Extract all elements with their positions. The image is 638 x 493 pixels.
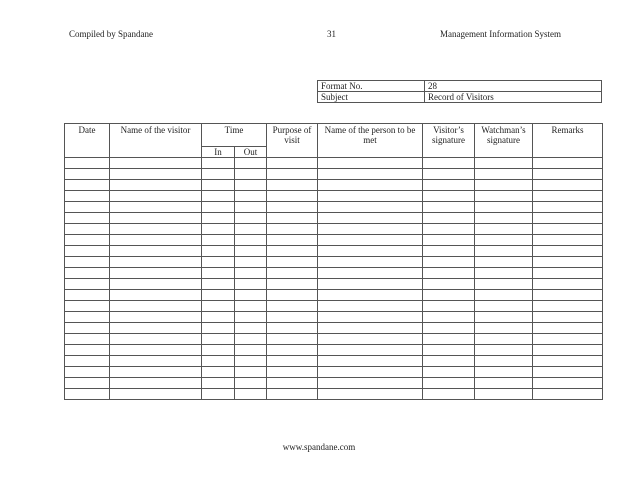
table-cell — [202, 312, 235, 323]
table-cell — [475, 345, 533, 356]
table-cell — [202, 202, 235, 213]
table-cell — [110, 246, 202, 257]
table-cell — [202, 257, 235, 268]
col-person-met: Name of the person to be met — [318, 124, 423, 158]
table-cell — [475, 290, 533, 301]
table-cell — [533, 301, 603, 312]
table-cell — [202, 224, 235, 235]
table-cell — [235, 158, 267, 169]
table-cell — [65, 235, 110, 246]
table-cell — [267, 257, 318, 268]
table-cell — [318, 224, 423, 235]
table-cell — [202, 389, 235, 400]
table-cell — [110, 279, 202, 290]
table-cell — [475, 389, 533, 400]
table-cell — [235, 202, 267, 213]
table-cell — [110, 180, 202, 191]
table-cell — [202, 191, 235, 202]
table-cell — [110, 367, 202, 378]
table-cell — [235, 345, 267, 356]
table-cell — [110, 323, 202, 334]
table-cell — [318, 235, 423, 246]
table-cell — [267, 279, 318, 290]
table-cell — [235, 213, 267, 224]
table-cell — [423, 345, 475, 356]
table-cell — [65, 312, 110, 323]
table-cell — [318, 345, 423, 356]
table-cell — [533, 213, 603, 224]
table-cell — [475, 191, 533, 202]
table-cell — [110, 169, 202, 180]
table-cell — [110, 356, 202, 367]
table-cell — [235, 268, 267, 279]
table-cell — [267, 367, 318, 378]
table-cell — [423, 334, 475, 345]
table-cell — [267, 290, 318, 301]
table-cell — [235, 279, 267, 290]
table-row — [65, 378, 603, 389]
table-cell — [423, 312, 475, 323]
table-cell — [475, 268, 533, 279]
table-cell — [202, 290, 235, 301]
col-purpose: Purpose of visit — [267, 124, 318, 158]
table-cell — [318, 301, 423, 312]
table-cell — [318, 213, 423, 224]
table-cell — [533, 169, 603, 180]
table-row — [65, 268, 603, 279]
table-cell — [318, 334, 423, 345]
table-cell — [65, 323, 110, 334]
table-cell — [235, 257, 267, 268]
table-row — [65, 367, 603, 378]
table-cell — [235, 290, 267, 301]
table-row — [65, 213, 603, 224]
table-cell — [423, 169, 475, 180]
page-number: 31 — [327, 29, 336, 39]
table-cell — [423, 158, 475, 169]
format-row — [318, 81, 602, 92]
table-row — [65, 389, 603, 400]
table-cell — [533, 202, 603, 213]
table-row — [65, 290, 603, 301]
table-cell — [533, 246, 603, 257]
table-row — [65, 158, 603, 169]
table-cell — [65, 279, 110, 290]
table-cell — [423, 290, 475, 301]
col-visitor-signature: Visitor’s signature — [423, 124, 475, 158]
subject-label: Subject — [318, 92, 425, 103]
table-cell — [423, 224, 475, 235]
subject-row — [318, 92, 602, 103]
table-cell — [318, 246, 423, 257]
format-no-label: Format No. — [318, 81, 425, 92]
table-cell — [65, 213, 110, 224]
table-cell — [110, 312, 202, 323]
table-cell — [202, 213, 235, 224]
table-cell — [318, 356, 423, 367]
table-cell — [65, 301, 110, 312]
table-cell — [423, 257, 475, 268]
table-cell — [65, 224, 110, 235]
table-cell — [318, 290, 423, 301]
table-cell — [65, 191, 110, 202]
table-cell — [202, 279, 235, 290]
table-row — [65, 202, 603, 213]
table-cell — [110, 290, 202, 301]
visitors-table — [64, 123, 603, 400]
table-cell — [202, 158, 235, 169]
table-row — [65, 257, 603, 268]
header-row — [65, 124, 603, 147]
table-cell — [318, 257, 423, 268]
table-cell — [110, 257, 202, 268]
table-cell — [533, 356, 603, 367]
table-cell — [110, 301, 202, 312]
table-cell — [423, 389, 475, 400]
table-cell — [533, 290, 603, 301]
table-cell — [65, 367, 110, 378]
table-cell — [235, 235, 267, 246]
table-cell — [65, 169, 110, 180]
table-cell — [318, 367, 423, 378]
table-cell — [318, 180, 423, 191]
table-cell — [475, 235, 533, 246]
table-cell — [533, 334, 603, 345]
col-date: Date — [65, 124, 110, 158]
table-cell — [110, 378, 202, 389]
table-cell — [202, 180, 235, 191]
table-row — [65, 191, 603, 202]
table-cell — [318, 312, 423, 323]
table-cell — [423, 356, 475, 367]
subject-value: Record of Visitors — [425, 92, 602, 103]
table-row — [65, 356, 603, 367]
table-cell — [318, 378, 423, 389]
table-cell — [65, 345, 110, 356]
table-cell — [65, 389, 110, 400]
table-row — [65, 301, 603, 312]
table-cell — [267, 180, 318, 191]
table-cell — [475, 367, 533, 378]
table-cell — [423, 301, 475, 312]
table-cell — [318, 202, 423, 213]
table-cell — [65, 158, 110, 169]
header-right: Management Information System — [440, 29, 561, 39]
table-cell — [423, 213, 475, 224]
table-cell — [65, 257, 110, 268]
table-cell — [235, 389, 267, 400]
table-row — [65, 345, 603, 356]
table-cell — [533, 257, 603, 268]
table-cell — [423, 235, 475, 246]
table-cell — [267, 312, 318, 323]
table-cell — [110, 235, 202, 246]
table-cell — [65, 246, 110, 257]
table-row — [65, 235, 603, 246]
table-cell — [110, 345, 202, 356]
table-cell — [267, 169, 318, 180]
table-cell — [202, 378, 235, 389]
table-cell — [110, 389, 202, 400]
col-time-in: In — [202, 147, 235, 158]
table-cell — [267, 334, 318, 345]
table-cell — [65, 334, 110, 345]
table-cell — [267, 323, 318, 334]
table-cell — [202, 367, 235, 378]
table-cell — [318, 279, 423, 290]
table-cell — [65, 290, 110, 301]
table-cell — [533, 279, 603, 290]
table-cell — [423, 367, 475, 378]
table-cell — [267, 235, 318, 246]
table-cell — [110, 213, 202, 224]
table-cell — [475, 180, 533, 191]
table-cell — [533, 224, 603, 235]
table-cell — [235, 312, 267, 323]
table-cell — [533, 323, 603, 334]
table-cell — [533, 389, 603, 400]
table-cell — [475, 158, 533, 169]
table-cell — [475, 257, 533, 268]
table-cell — [65, 202, 110, 213]
col-time-out: Out — [235, 147, 267, 158]
table-cell — [318, 191, 423, 202]
table-cell — [475, 323, 533, 334]
table-cell — [235, 224, 267, 235]
col-time: Time — [202, 124, 267, 147]
format-no-value: 28 — [425, 81, 602, 92]
table-cell — [475, 169, 533, 180]
table-cell — [202, 169, 235, 180]
table-cell — [475, 224, 533, 235]
col-remarks: Remarks — [533, 124, 603, 158]
table-cell — [423, 202, 475, 213]
table-row — [65, 334, 603, 345]
table-cell — [235, 191, 267, 202]
table-cell — [202, 356, 235, 367]
table-cell — [65, 180, 110, 191]
table-cell — [533, 268, 603, 279]
table-cell — [423, 191, 475, 202]
table-cell — [475, 334, 533, 345]
table-cell — [202, 323, 235, 334]
table-cell — [423, 268, 475, 279]
table-cell — [318, 169, 423, 180]
table-cell — [65, 378, 110, 389]
col-visitor-name: Name of the visitor — [110, 124, 202, 158]
table-cell — [202, 301, 235, 312]
table-cell — [423, 246, 475, 257]
table-cell — [110, 334, 202, 345]
table-cell — [110, 224, 202, 235]
table-cell — [235, 334, 267, 345]
table-cell — [533, 312, 603, 323]
table-cell — [267, 158, 318, 169]
table-cell — [267, 378, 318, 389]
table-cell — [110, 191, 202, 202]
table-cell — [267, 213, 318, 224]
table-cell — [533, 191, 603, 202]
table-cell — [533, 367, 603, 378]
table-row — [65, 246, 603, 257]
table-cell — [475, 301, 533, 312]
table-cell — [475, 312, 533, 323]
table-cell — [533, 235, 603, 246]
table-cell — [318, 389, 423, 400]
table-cell — [235, 169, 267, 180]
table-cell — [202, 246, 235, 257]
table-row — [65, 279, 603, 290]
table-cell — [475, 246, 533, 257]
table-cell — [533, 180, 603, 191]
table-row — [65, 312, 603, 323]
col-watchman-signature: Watchman’s signature — [475, 124, 533, 158]
table-cell — [267, 202, 318, 213]
table-row — [65, 180, 603, 191]
table-cell — [318, 323, 423, 334]
table-cell — [110, 268, 202, 279]
table-cell — [475, 279, 533, 290]
table-row — [65, 224, 603, 235]
table-cell — [475, 213, 533, 224]
table-cell — [267, 345, 318, 356]
table-cell — [267, 389, 318, 400]
table-cell — [423, 378, 475, 389]
table-cell — [423, 180, 475, 191]
table-cell — [202, 345, 235, 356]
table-cell — [235, 356, 267, 367]
table-cell — [267, 356, 318, 367]
table-cell — [235, 180, 267, 191]
table-cell — [533, 158, 603, 169]
table-row — [65, 169, 603, 180]
format-table — [317, 80, 602, 103]
table-cell — [65, 268, 110, 279]
table-cell — [202, 334, 235, 345]
table-cell — [235, 323, 267, 334]
table-cell — [202, 268, 235, 279]
table-cell — [202, 235, 235, 246]
table-cell — [318, 158, 423, 169]
table-cell — [235, 378, 267, 389]
header-left: Compiled by Spandane — [69, 29, 153, 39]
table-row — [65, 323, 603, 334]
table-cell — [235, 246, 267, 257]
table-cell — [533, 378, 603, 389]
table-cell — [267, 268, 318, 279]
footer-url: www.spandane.com — [282, 442, 356, 452]
table-cell — [65, 356, 110, 367]
table-cell — [475, 378, 533, 389]
table-cell — [267, 246, 318, 257]
table-cell — [318, 268, 423, 279]
table-cell — [267, 224, 318, 235]
table-cell — [475, 356, 533, 367]
table-cell — [423, 279, 475, 290]
table-cell — [110, 158, 202, 169]
table-cell — [533, 345, 603, 356]
table-cell — [110, 202, 202, 213]
table-cell — [235, 301, 267, 312]
table-cell — [235, 367, 267, 378]
table-cell — [475, 202, 533, 213]
table-cell — [423, 323, 475, 334]
table-cell — [267, 301, 318, 312]
table-cell — [267, 191, 318, 202]
